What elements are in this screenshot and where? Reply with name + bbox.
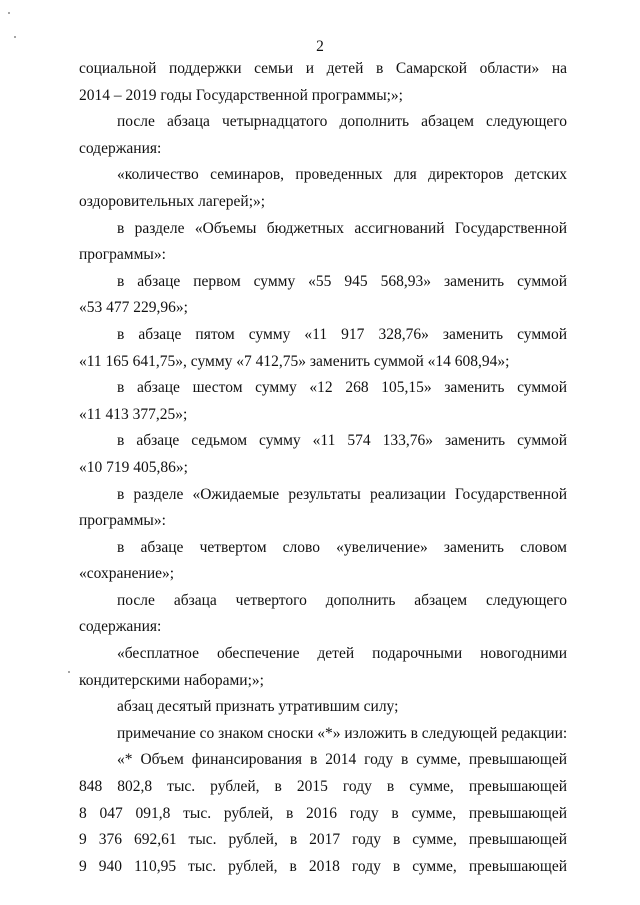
text-line: программы»: [79,246,166,264]
text-line: в абзаце пятом сумму «11 917 328,76» заменить суммой [117,325,567,343]
text-line: 2014 – 2019 годы Государственной программы;»; [79,86,403,104]
text-line: 9 940 110,95 тыс. рублей, в 2018 году в сумме, превышающей [79,857,567,875]
text-line: после абзаца четвертого дополнить абзацем следующего [117,591,567,609]
text-line: «53 477 229,96»; [79,299,188,317]
text-line: «* Объем финансирования в 2014 году в сумме, превышающей [117,751,567,769]
text-line: 8 047 091,8 тыс. рублей, в 2016 году в сумме, превышающей [79,804,567,822]
text-line: «сохранение»; [79,565,175,583]
scan-speck [8,12,10,14]
text-line: «количество семинаров, проведенных для директоров детских [117,166,567,184]
document-body [79,56,567,880]
text-line: социальной поддержки семьи и детей в Самарской области» на [79,60,567,77]
text-line: в разделе «Объемы бюджетных ассигнований Государственной [117,219,567,237]
text-line: примечание со знаком сноски «*» изложить в следующей редакции: [117,724,568,742]
text-line: после абзаца четырнадцатого дополнить абзацем следующего [117,113,567,131]
text-line: программы»: [79,512,166,530]
text-line: в абзаце четвертом слово «увеличение» заменить словом [117,538,567,556]
text-line: в абзаце первом сумму «55 945 568,93» заменить суммой [117,272,567,290]
text-line: содержания: [79,139,162,157]
text-line: абзац десятый признать утратившим силу; [117,698,399,716]
text-line: в абзаце шестом сумму «12 268 105,15» заменить суммой [117,379,567,397]
scan-speck [68,671,70,673]
text-line: 848 802,8 тыс. рублей, в 2015 году в сумме, превышающей [79,778,567,796]
text-line: «11 165 641,75», сумму «7 412,75» заменить суммой «14 608,94»; [79,352,510,370]
text-line: в абзаце седьмом сумму «11 574 133,76» заменить суммой [117,432,567,450]
text-line: оздоровительных лагерей;»; [79,192,266,210]
page-number: 2 [316,38,324,55]
text-line: «11 413 377,25»; [79,405,188,423]
text-line: «бесплатное обеспечение детей подарочными новогодними [117,645,567,663]
text-line: 9 376 692,61 тыс. рублей, в 2017 году в сумме, превышающей [79,831,567,849]
text-line: кондитерскими наборами;»; [79,671,264,689]
text-line: «10 719 405,86»; [79,458,188,476]
text-line: в разделе «Ожидаемые результаты реализации Государственной [117,485,567,503]
text-line: содержания: [79,618,162,636]
